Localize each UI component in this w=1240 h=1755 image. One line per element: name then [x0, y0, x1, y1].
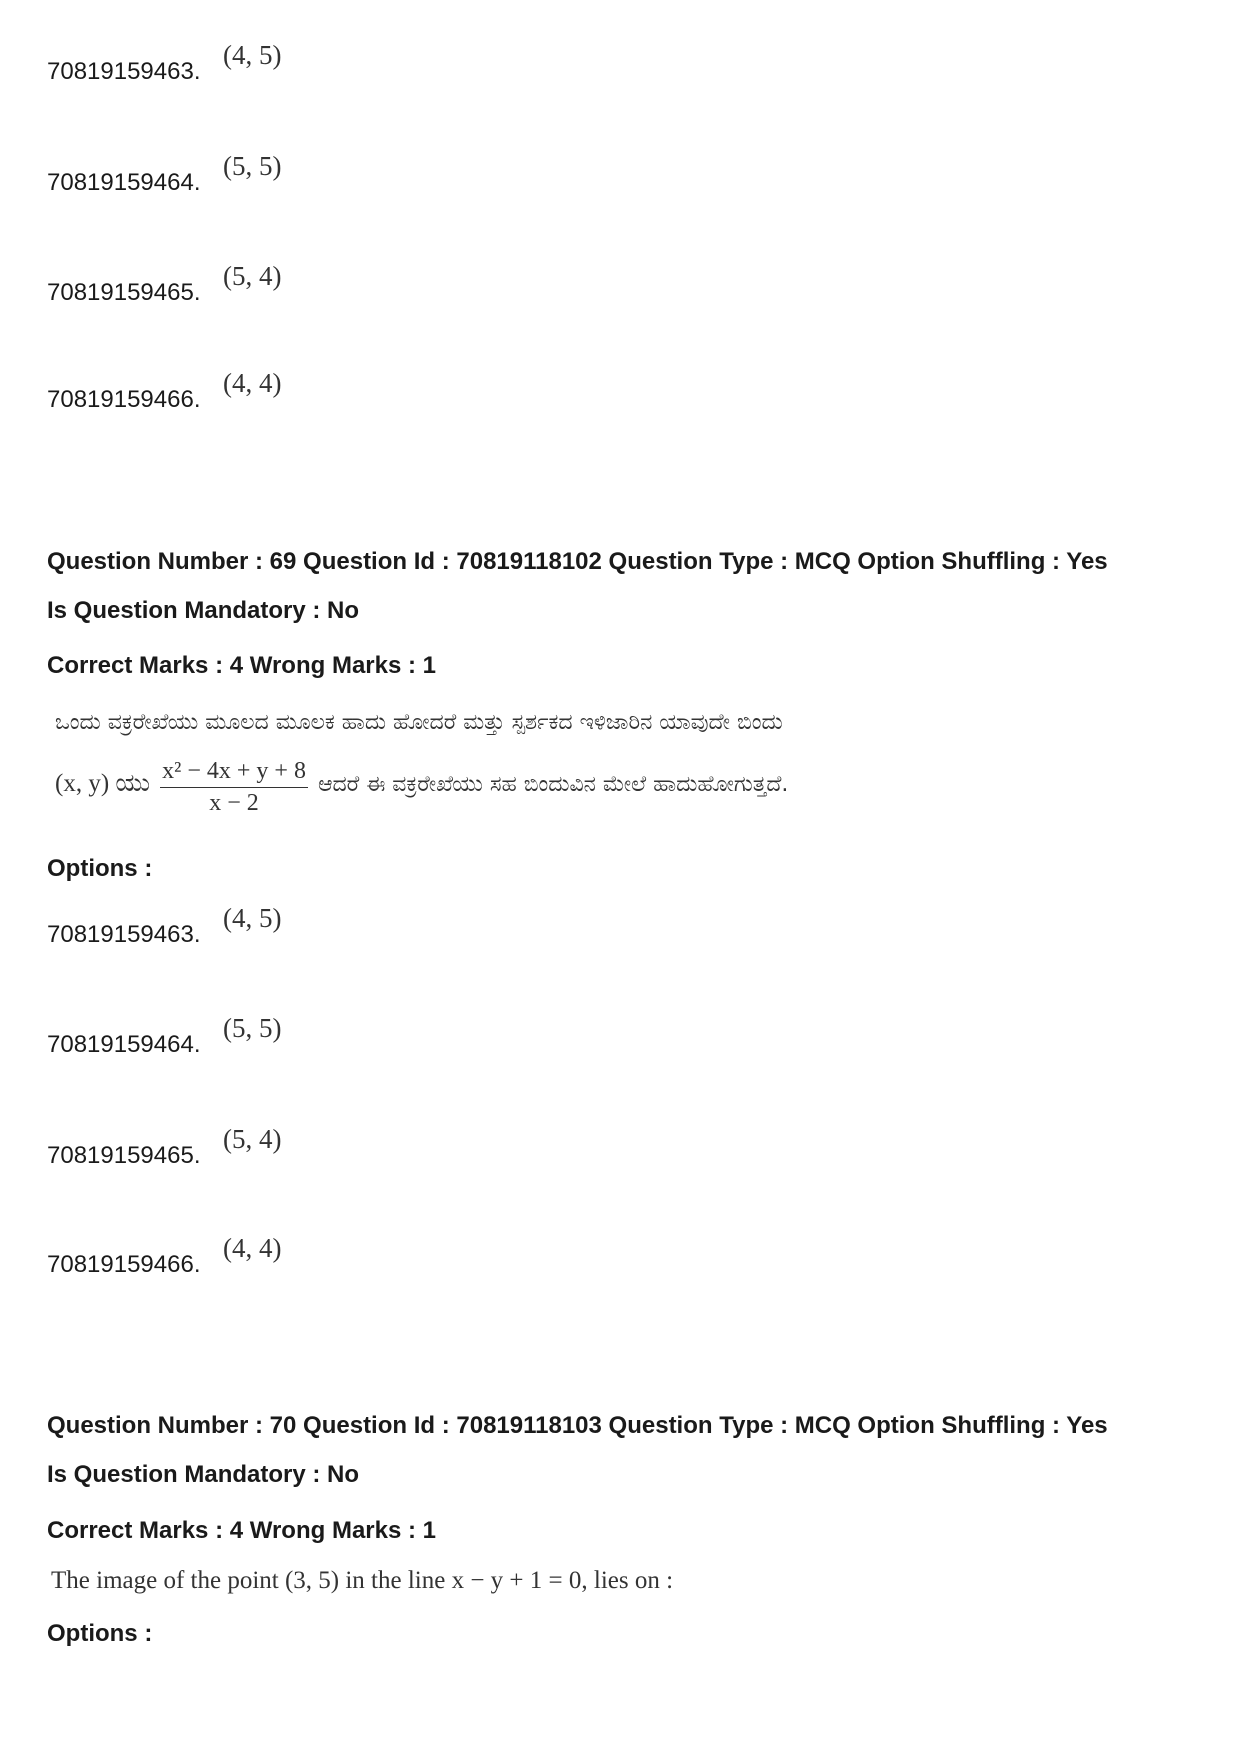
fraction-numerator: x² − 4x + y + 8	[160, 758, 308, 788]
option-value: (4, 5)	[223, 40, 282, 70]
options-label: Options :	[47, 1620, 153, 1647]
option-value: (5, 4)	[223, 261, 282, 291]
question-mandatory: Is Question Mandatory : No	[47, 1461, 360, 1488]
option-id: 70819159466.	[47, 386, 201, 413]
option-id: 70819159463.	[47, 921, 201, 948]
option-id: 70819159466.	[47, 1251, 201, 1278]
option-id: 70819159464.	[47, 1031, 201, 1058]
option-value: (5, 4)	[223, 1124, 282, 1154]
question-text: The image of the point (3, 5) in the line x − y + 1 = 0, lies on :	[51, 1567, 674, 1594]
option-id: 70819159464.	[47, 169, 201, 196]
slope-fraction	[160, 758, 308, 817]
option-id: 70819159465.	[47, 279, 201, 306]
option-value: (4, 5)	[223, 903, 282, 933]
question-text-line-2	[55, 758, 788, 817]
question-header: Question Number : 69 Question Id : 70819118102 Question Type : MCQ Option Shuffling : Yes	[47, 548, 1108, 575]
point-expression: (x, y) ಯು	[55, 770, 151, 798]
option-value: (5, 5)	[223, 1013, 282, 1043]
fraction-denominator: x − 2	[209, 790, 259, 816]
question-text-line-1: ಒಂದು ವಕ್ರರೇಖೆಯು ಮೂಲದ ಮೂಲಕ ಹಾದು ಹೋದರೆ ಮತ್ತು ಸ್ಪರ್ಶಕದ ಇಳಿಜಾರಿನ ಯಾವುದೇ ಬಿಂದು	[55, 710, 783, 735]
option-value: (5, 5)	[223, 151, 282, 181]
question-text-tail: ಆದರೆ ಈ ವಕ್ರರೇಖೆಯು ಸಹ ಬಿಂದುವಿನ ಮೇಲೆ ಹಾದುಹೋಗುತ್ತದೆ.	[317, 772, 789, 798]
option-value: (4, 4)	[223, 368, 282, 398]
option-id: 70819159463.	[47, 58, 201, 85]
question-marks: Correct Marks : 4 Wrong Marks : 1	[47, 652, 437, 679]
option-id: 70819159465.	[47, 1142, 201, 1169]
option-value: (4, 4)	[223, 1233, 282, 1263]
question-header: Question Number : 70 Question Id : 70819118103 Question Type : MCQ Option Shuffling : Yes	[47, 1412, 1108, 1439]
question-marks: Correct Marks : 4 Wrong Marks : 1	[47, 1517, 437, 1544]
question-mandatory: Is Question Mandatory : No	[47, 597, 360, 624]
options-label: Options :	[47, 855, 153, 882]
